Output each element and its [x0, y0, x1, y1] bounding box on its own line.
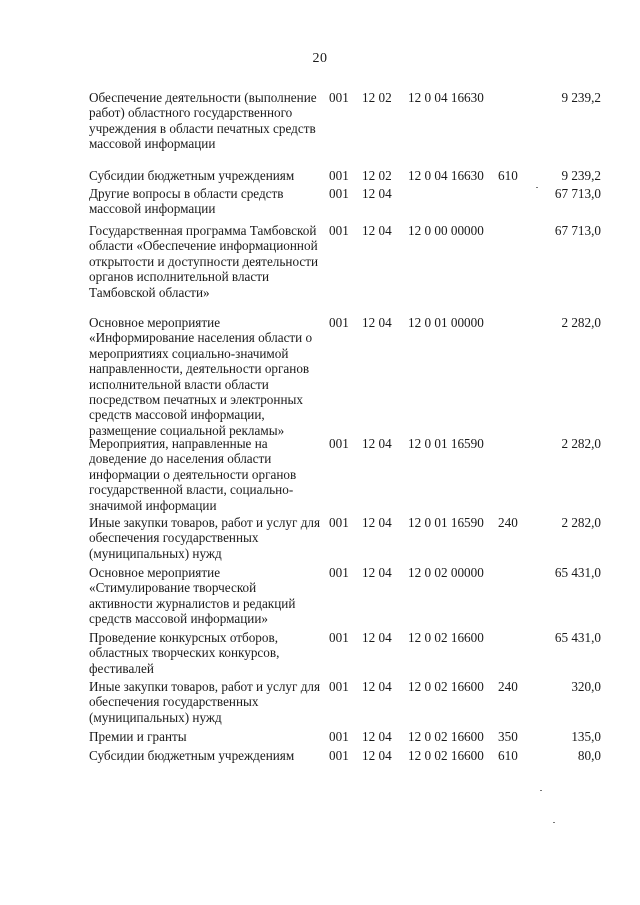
row-section-code: 12 04 — [362, 515, 392, 530]
row-expense-type: 240 — [498, 679, 518, 694]
row-ministry-code: 001 — [329, 168, 349, 183]
row-ministry-code: 001 — [329, 565, 349, 580]
row-name: Другие вопросы в области средств массовой информации — [89, 186, 284, 217]
scan-speck — [540, 790, 542, 791]
row-sum: 65 431,0 — [554, 565, 601, 580]
row-target-code: 12 0 02 16600 — [408, 729, 484, 744]
row-target-code: 12 0 02 00000 — [408, 565, 484, 580]
row-section-code: 12 04 — [362, 315, 392, 330]
row-name: Иные закупки товаров, работ и услуг для обеспечения государственных (муниципальных) нужд — [89, 679, 321, 725]
row-section-code: 12 04 — [362, 679, 392, 694]
scan-speck — [553, 822, 555, 823]
row-section-code: 12 04 — [362, 436, 392, 451]
row-ministry-code: 001 — [329, 90, 349, 105]
page-number: 20 — [312, 51, 328, 66]
row-section-code: 12 02 — [362, 90, 392, 105]
row-target-code: 12 0 02 16600 — [408, 748, 484, 763]
row-name: Основное мероприятие «Информирование населения области о мероприятиях социально-значимой направленности, деятельности органов исполнительной власти области посредством печатных и электронных средств массовой информации, размещение социальной рекламы» — [89, 315, 313, 438]
row-section-code: 12 04 — [362, 748, 392, 763]
row-target-code: 12 0 00 00000 — [408, 223, 484, 238]
row-target-code: 12 0 04 16630 — [408, 168, 484, 183]
row-name: Субсидии бюджетным учреждениям — [89, 168, 295, 183]
row-name: Субсидии бюджетным учреждениям — [89, 748, 295, 763]
row-sum: 67 713,0 — [554, 223, 601, 238]
row-section-code: 12 04 — [362, 630, 392, 645]
row-target-code: 12 0 01 16590 — [408, 436, 484, 451]
row-target-code: 12 0 01 16590 — [408, 515, 484, 530]
row-expense-type: 610 — [498, 168, 518, 183]
row-name: Государственная программа Тамбовской области «Обеспечение информационной открытости и доступности деятельности органов исполнительной власти Тамбовской области» — [89, 223, 319, 300]
row-ministry-code: 001 — [329, 630, 349, 645]
row-name: Иные закупки товаров, работ и услуг для обеспечения государственных (муниципальных) нужд — [89, 515, 321, 561]
row-section-code: 12 04 — [362, 223, 392, 238]
row-sum: 135,0 — [571, 729, 601, 744]
row-target-code: 12 0 02 16600 — [408, 630, 484, 645]
row-target-code: 12 0 01 00000 — [408, 315, 484, 330]
row-name: Обеспечение деятельности (выполнение работ) областного государственного учреждения в области печатных средств массовой информации — [89, 90, 317, 152]
row-name: Проведение конкурсных отборов, областных творческих конкурсов, фестивалей — [89, 630, 280, 676]
row-sum: 65 431,0 — [554, 630, 601, 645]
row-sum: 80,0 — [577, 748, 601, 763]
row-sum: 320,0 — [571, 679, 601, 694]
row-name: Премии и гранты — [89, 729, 187, 744]
row-ministry-code: 001 — [329, 436, 349, 451]
row-ministry-code: 001 — [329, 223, 349, 238]
row-section-code: 12 04 — [362, 565, 392, 580]
row-sum: 2 282,0 — [561, 515, 601, 530]
row-ministry-code: 001 — [329, 515, 349, 530]
row-sum: 2 282,0 — [561, 436, 601, 451]
row-name: Мероприятия, направленные на доведение до населения области информации о деятельности органов государственной власти, социально-значимой информации — [89, 436, 297, 513]
scan-speck — [536, 187, 538, 188]
row-section-code: 12 02 — [362, 168, 392, 183]
row-ministry-code: 001 — [329, 186, 349, 201]
row-target-code: 12 0 04 16630 — [408, 90, 484, 105]
row-sum: 9 239,2 — [561, 90, 601, 105]
row-name: Основное мероприятие «Стимулирование творческой активности журналистов и редакций средств массовой информации» — [89, 565, 296, 627]
row-target-code: 12 0 02 16600 — [408, 679, 484, 694]
row-ministry-code: 001 — [329, 748, 349, 763]
row-expense-type: 610 — [498, 748, 518, 763]
row-ministry-code: 001 — [329, 679, 349, 694]
row-sum: 67 713,0 — [554, 186, 601, 201]
row-expense-type: 350 — [498, 729, 518, 744]
row-ministry-code: 001 — [329, 315, 349, 330]
row-ministry-code: 001 — [329, 729, 349, 744]
row-sum: 2 282,0 — [561, 315, 601, 330]
row-expense-type: 240 — [498, 515, 518, 530]
row-section-code: 12 04 — [362, 186, 392, 201]
row-section-code: 12 04 — [362, 729, 392, 744]
row-sum: 9 239,2 — [561, 168, 601, 183]
